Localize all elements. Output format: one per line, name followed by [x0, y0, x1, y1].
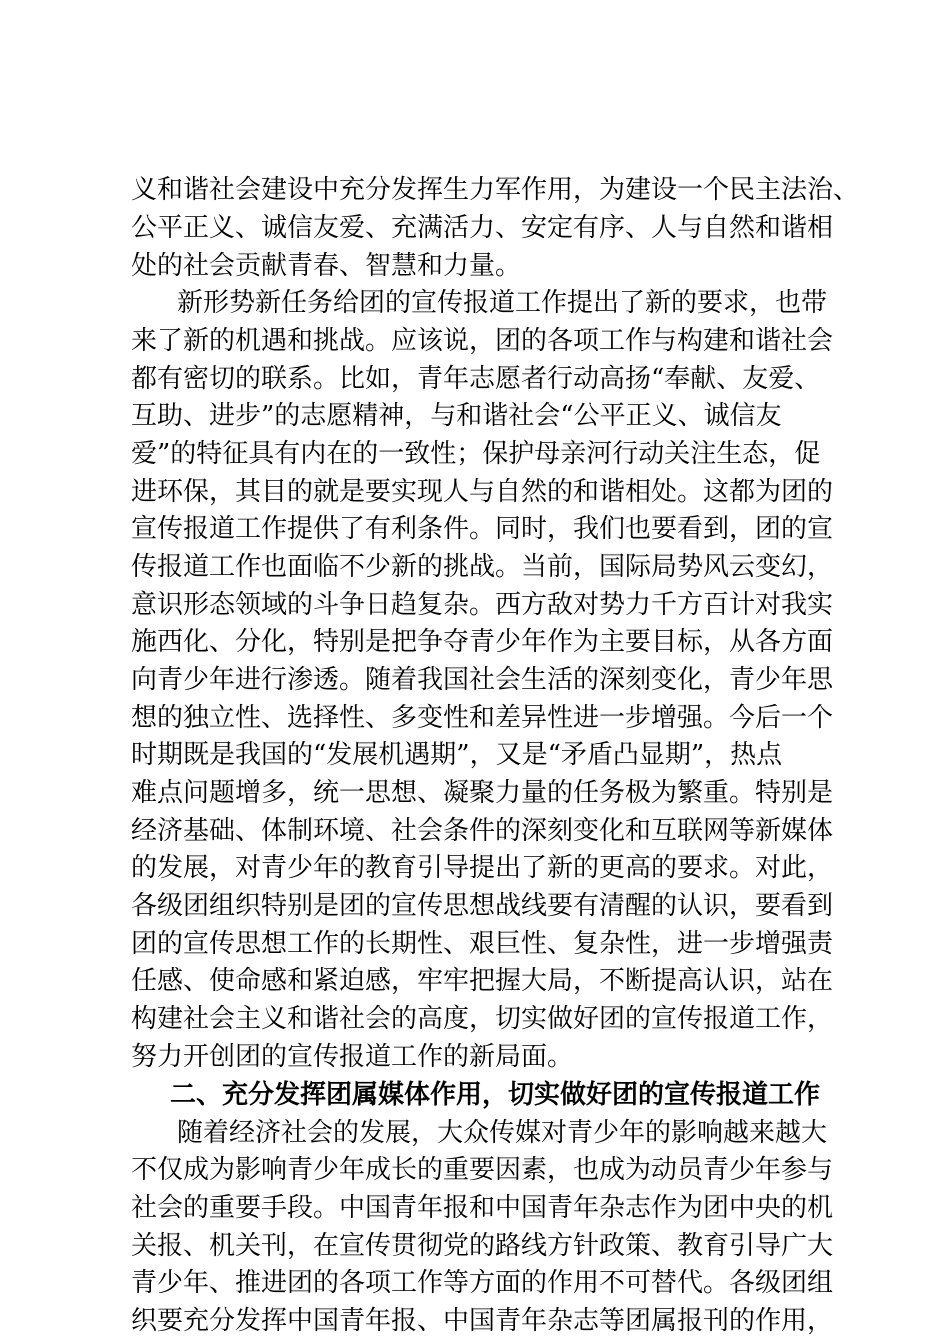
text-line-content: 任感、使命感和紧迫感，牢牢把握大局，不断提高认识，站在	[131, 966, 834, 996]
text-line-content: 向青少年进行渗透。随着我国社会生活的深刻变化，青少年思	[131, 665, 834, 695]
text-line-content: 团的宣传思想工作的长期性、艰巨性、复杂性，进一步增强责	[131, 929, 834, 959]
text-line-content: 意识形态领域的斗争日趋复杂。西方敌对势力千方百计对我实	[131, 590, 834, 620]
text-line-content: 青少年、推进团的各项工作等方面的作用不可替代。各级团组	[131, 1268, 834, 1298]
text-line-content: 施西化、分化，特别是把争夺青少年作为主要目标，从各方面	[131, 627, 834, 657]
text-line-content: 新形势新任务给团的宣传报道工作提出了新的要求，也带	[177, 288, 828, 318]
text-line-content: 进环保，其目的就是要实现人与自然的和谐相处。这都为团的	[131, 477, 834, 507]
text-line-content: 时期既是我国的“发展机遇期”，又是“矛盾凸显期”，热点	[131, 740, 783, 770]
text-line-content: 难点问题增多，统一思想、凝聚力量的任务极为繁重。特别是	[131, 778, 834, 808]
text-line-content: 爱”的特征具有内在的一致性；保护母亲河行动关注生态，促	[131, 439, 821, 469]
text-line-content: 公平正义、诚信友爱、充满活力、安定有序、人与自然和谐相	[131, 213, 834, 243]
text-line-content: 处的社会贡献青春、智慧和力量。	[131, 251, 522, 281]
section-heading-text: 二、充分发挥团属媒体作用，切实做好团的宣传报道工作	[170, 1080, 821, 1110]
text-line-content: 织要充分发挥中国青年报、中国青年杂志等团属报刊的作用，	[131, 1306, 834, 1336]
text-line-content: 宣传报道工作提供了有利条件。同时，我们也要看到，团的宣	[131, 514, 834, 544]
text-line-content: 想的独立性、选择性、多变性和差异性进一步增强。今后一个	[131, 703, 834, 733]
text-line-content: 都有密切的联系。比如，青年志愿者行动高扬“奉献、友爱、	[131, 364, 821, 394]
text-line-content: 经济基础、体制环境、社会条件的深刻变化和互联网等新媒体	[131, 816, 834, 846]
text-line-content: 传报道工作也面临不少新的挑战。当前，国际局势风云变幻，	[131, 552, 834, 582]
text-line-content: 的发展，对青少年的教育引导提出了新的更高的要求。对此，	[131, 853, 834, 883]
text-line-content: 努力开创团的宣传报道工作的新局面。	[131, 1042, 574, 1072]
text-line-content: 来了新的机遇和挑战。应该说，团的各项工作与构建和谐社会	[131, 326, 834, 356]
text-line-content: 构建社会主义和谐社会的高度，切实做好团的宣传报道工作，	[131, 1004, 834, 1034]
text-line-content: 关报、机关刊，在宣传贯彻党的路线方针政策、教育引导广大	[131, 1231, 834, 1261]
text-line-content: 义和谐社会建设中充分发挥生力军作用，为建设一个民主法治、	[131, 175, 860, 205]
text-line-content: 社会的重要手段。中国青年报和中国青年杂志作为团中央的机	[131, 1193, 834, 1223]
text-line-content: 各级团组织特别是团的宣传思想战线要有清醒的认识，要看到	[131, 891, 834, 921]
text-line-content: 不仅成为影响青少年成长的重要因素，也成为动员青少年参与	[131, 1155, 834, 1185]
text-line-content: 随着经济社会的发展，大众传媒对青少年的影响越来越大	[177, 1118, 828, 1148]
text-line-content: 互助、进步”的志愿精神，与和谐社会“公平正义、诚信友	[131, 401, 782, 431]
